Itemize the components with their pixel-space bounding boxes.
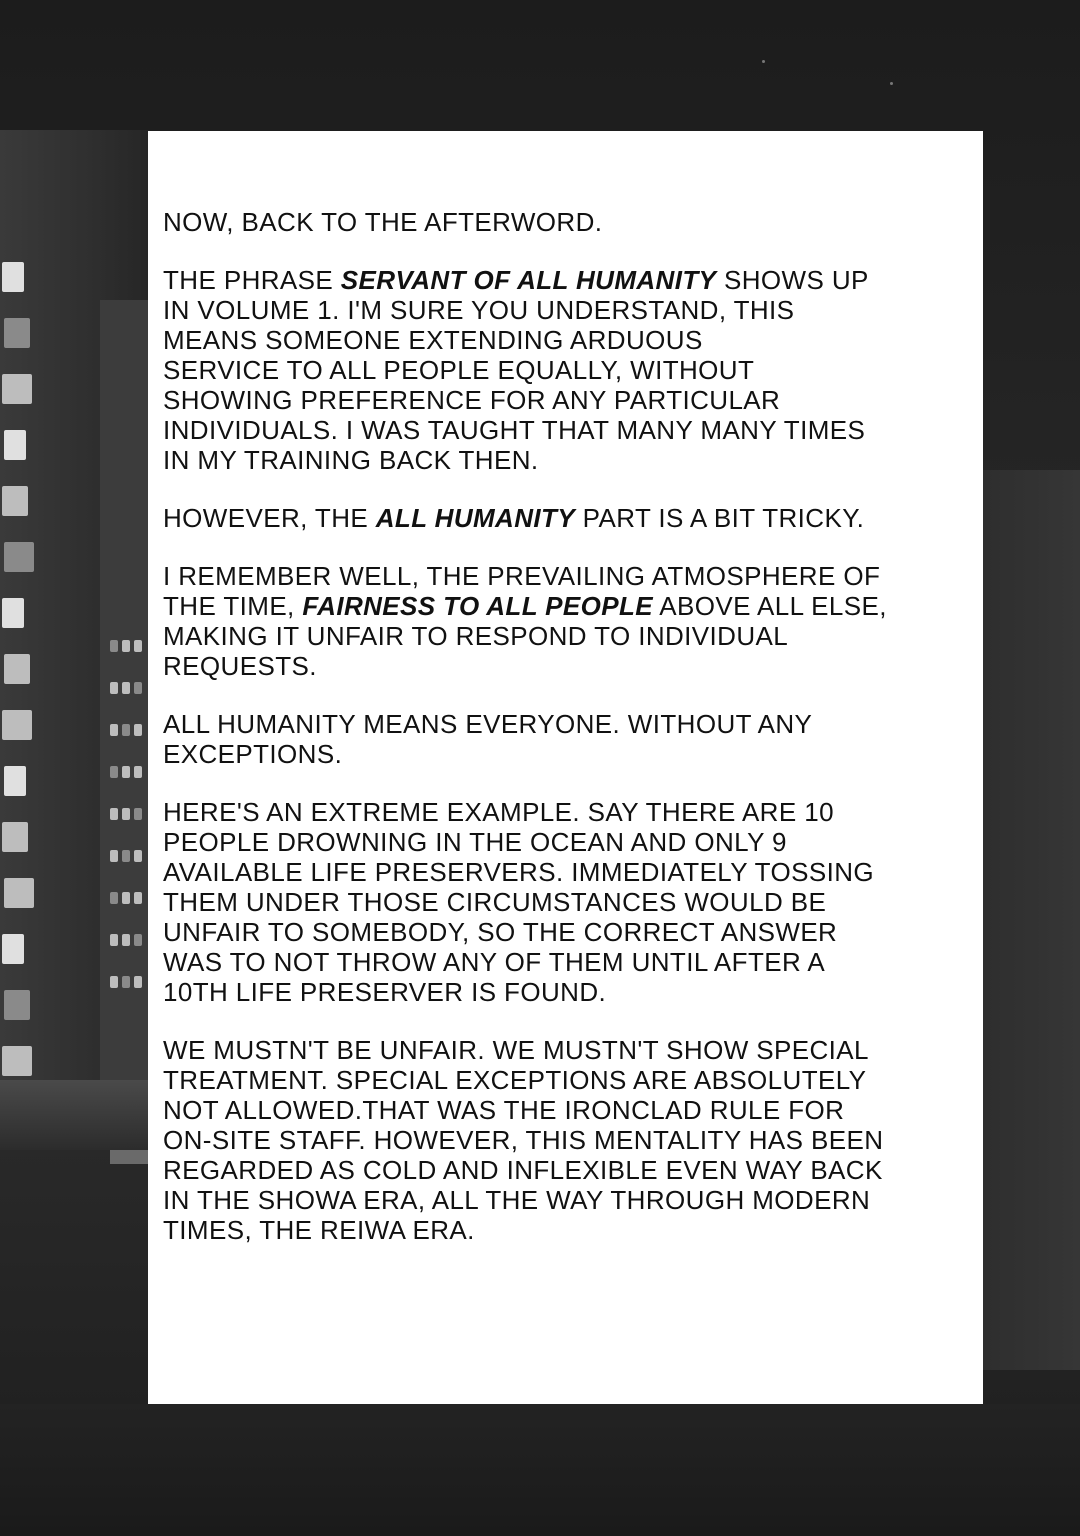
building-window xyxy=(4,878,34,908)
building-window xyxy=(4,542,34,572)
building-window xyxy=(110,640,118,652)
building-window xyxy=(2,1046,32,1076)
building-window xyxy=(110,724,118,736)
ledge-light xyxy=(110,1150,150,1164)
building-window xyxy=(2,374,32,404)
building-window xyxy=(134,766,142,778)
afterword-paragraph-6: HERE'S AN EXTREME EXAMPLE. SAY THERE ARE 10 PEOPLE DROWNING IN THE OCEAN AND ONLY 9 AVAILABLE LIFE PRESERVERS. IMMEDIATELY TOSSING THEM UNDER THOSE CIRCUMSTANCES WOULD BE UNFAIR TO SOMEBODY, SO THE CORRECT ANSWER WAS TO NOT THROW ANY OF THEM UNTIL AFTER A 10TH LIFE PRESERVER IS FOUND. xyxy=(163,797,875,1007)
paragraph-text: HOWEVER, THE xyxy=(163,503,376,533)
paragraph-text: THE PHRASE xyxy=(163,265,341,295)
paragraph-text: I REMEMBER WELL, THE PREVAILING ATMOSPHERE OF THE TIME, xyxy=(163,561,881,621)
building-window xyxy=(122,766,130,778)
building-window xyxy=(134,934,142,946)
star xyxy=(762,60,765,63)
building-window xyxy=(122,682,130,694)
building-window xyxy=(134,976,142,988)
rooftop-ledge xyxy=(0,1080,150,1150)
building-window xyxy=(134,850,142,862)
building-window xyxy=(2,822,28,852)
building-window xyxy=(110,850,118,862)
afterword-paragraph-7: WE MUSTN'T BE UNFAIR. WE MUSTN'T SHOW SPECIAL TREATMENT. SPECIAL EXCEPTIONS ARE ABSOLUTELY NOT ALLOWED.THAT WAS THE IRONCLAD RULE FOR ON-SITE STAFF. HOWEVER, THIS MENTALITY HAS BEEN REGARDED AS COLD AND INFLEXIBLE EVEN WAY BACK IN THE SHOWA ERA, ALL THE WAY THROUGH MODERN TIMES, THE REIWA ERA. xyxy=(163,1035,884,1245)
afterword-paragraph-4 xyxy=(163,561,969,681)
building-window xyxy=(4,430,26,460)
building-window xyxy=(4,766,26,796)
building-window xyxy=(2,710,32,740)
building-window xyxy=(134,682,142,694)
building-window xyxy=(2,598,24,628)
building-window xyxy=(4,318,30,348)
building-window xyxy=(110,682,118,694)
building-window xyxy=(122,724,130,736)
building-window xyxy=(2,486,28,516)
building-window xyxy=(2,262,24,292)
building-window xyxy=(4,654,30,684)
building-window xyxy=(122,808,130,820)
paragraph-text: ABOVE ALL ELSE, MAKING IT UNFAIR TO RESPOND TO INDIVIDUAL REQUESTS. xyxy=(163,591,887,681)
building-window xyxy=(122,976,130,988)
building-window xyxy=(110,892,118,904)
afterword-paragraph-2 xyxy=(163,265,969,475)
building-window xyxy=(122,892,130,904)
afterword-paragraph-3 xyxy=(163,503,969,533)
building-window xyxy=(110,766,118,778)
building-window xyxy=(2,934,24,964)
paragraph-text: PART IS A BIT TRICKY. xyxy=(575,503,865,533)
building-window xyxy=(122,934,130,946)
emphasis-fairness-to-all-people: FAIRNESS TO ALL PEOPLE xyxy=(302,591,654,621)
afterword-text-panel xyxy=(148,131,983,1404)
afterword-paragraph-1: NOW, BACK TO THE AFTERWORD. xyxy=(163,207,603,237)
paragraph-text: SHOWS UP IN VOLUME 1. I'M SURE YOU UNDERSTAND, THIS MEANS SOMEONE EXTENDING ARDUOUS SERVICE TO ALL PEOPLE EQUALLY, WITHOUT SHOWING PREFERENCE FOR ANY PARTICULAR INDIVIDUALS. I WAS TAUGHT THAT MANY MANY TIMES IN MY TRAINING BACK THEN. xyxy=(163,265,869,475)
ground-shadow xyxy=(0,1404,1080,1536)
building-window xyxy=(134,808,142,820)
emphasis-servant-of-all-humanity: SERVANT OF ALL HUMANITY xyxy=(340,265,717,295)
emphasis-all-humanity: ALL HUMANITY xyxy=(375,503,576,533)
building-window xyxy=(134,724,142,736)
building-window xyxy=(122,640,130,652)
building-window xyxy=(110,976,118,988)
building-window xyxy=(110,934,118,946)
building-window xyxy=(134,892,142,904)
star xyxy=(890,82,893,85)
afterword-paragraph-5: ALL HUMANITY MEANS EVERYONE. WITHOUT ANY EXCEPTIONS. xyxy=(163,709,813,769)
building-window xyxy=(4,990,30,1020)
building-window xyxy=(110,808,118,820)
building-window xyxy=(134,640,142,652)
building-window xyxy=(122,850,130,862)
right-building xyxy=(983,470,1080,1370)
